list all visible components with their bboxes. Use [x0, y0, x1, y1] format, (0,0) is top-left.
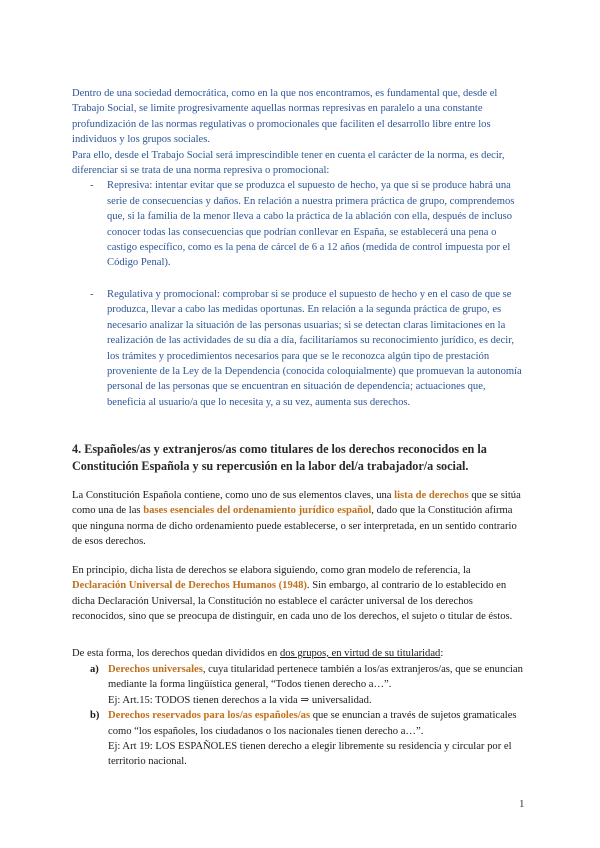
list-item-text: Regulativa y promocional: comprobar si se produce el supuesto de hecho y en el caso de que se produzca, llevar a cabo las medidas oportunas. En relación a la segunda práctica de grupo, es necesario analizar la situación de las personas usuarias; si se detectan claras limitaciones en la realización de las actividades de su día a día, facilitaríamos su reconocimiento jurídico, es decir, los trámites y procedimientos necesarios para que se le reconozca algún tipo de prestación proveniente de la Ley de la Dependencia (conocida coloquialmente) que promuevan la autonomía personal de las personas que se encuentran en situación de dependencia; actuaciones que, beneficia al usuario/a que lo necesita y, a su vez, aumenta sus derechos.: [107, 288, 522, 408]
text-run: La Constitución Española contiene, como uno de sus elementos claves, una: [72, 490, 395, 501]
text-run: :: [440, 648, 444, 659]
highlight-declaracion-universal: Declaración Universal de Derechos Humanos (1948): [72, 580, 307, 592]
example-text: Ej: Art.15: TODOS tienen derechos a la vida ⇒ universalidad.: [108, 694, 372, 706]
list-letter: a): [90, 664, 99, 675]
dash-bullet: -: [90, 288, 94, 300]
highlight-lista-derechos: lista de derechos: [394, 490, 469, 501]
page-number: 1: [519, 798, 525, 810]
intro-paragraph-1: Dentro de una sociedad democrática, como en la que nos encontramos, es fundamental que, desde el Trabajo Social, se limite progresivamente aquellas normas represivas en paralelo a una constante profundización de las normas regulativas o promocionales que faciliten el desarrollo libre entre los individuos y los grupos sociales.: [72, 88, 498, 146]
text-run: De esta forma, los derechos quedan divididos en: [72, 648, 280, 659]
highlight-derechos-reservados: Derechos reservados para los/as españoles/as: [108, 710, 311, 722]
list-item: [72, 708, 527, 770]
section-heading: 4. Españoles/as y extranjeros/as como titulares de los derechos reconocidos en la Constitución Española y su repercusión en la labor del/a trabajador/a social.: [72, 442, 487, 473]
text-run: . Sin embargo, al contrario de lo establecido en dicha Declaración Universal, la Constitución no establece el carácter universal de los derechos reconocidos, sino que se preocupa de distinguir, en cada uno de los derechos, el sujeto o titular de éstos.: [72, 580, 513, 623]
intro-block: [72, 86, 524, 410]
text-run: En principio, dicha lista de derechos se elabora siguiendo, como gran modelo de referencia, la: [72, 565, 471, 576]
list-letter: b): [90, 710, 100, 722]
list-item-text: Represiva: intentar evitar que se produzca el supuesto de hecho, ya que si se produce habrá una serie de consecuencias y daños. En relación a nuestra primera práctica de grupo, comprendemos que, si la familia de la menor lleva a cabo la práctica de la ablación con ella, después de incluso conocer todas las consecuencias que podrían conllevar en España, se establecerá una pena o castigo específico, como es la pena de cárcel de 6 a 12 años (medida de control impuesta por el Código Penal).: [107, 180, 515, 269]
section-paragraph-3: [72, 646, 527, 661]
list-item-text: que se enuncian a través de sujetos gramaticales como “los españoles, los ciudadanos o los nacionales tienen derecho a…”.: [108, 710, 517, 737]
underlined-dos-grupos: dos grupos, en virtud de su titularidad: [280, 648, 441, 659]
list-item-text: , cuya titularidad pertenece también a los/as extranjeros/as, que se enuncian mediante la forma lingüística general, “Todos tienen derecho a…”.: [108, 664, 523, 691]
norm-type-list: [72, 178, 524, 410]
list-spacer: [72, 271, 524, 287]
dash-bullet: -: [90, 180, 94, 192]
section-paragraph-1: [72, 488, 527, 550]
list-item: [72, 178, 524, 270]
example-text: Ej: Art 19: LOS ESPAÑOLES tienen derecho a elegir libremente su residencia y circular por el territorio nacional.: [108, 741, 512, 768]
rights-groups-list: [72, 662, 527, 770]
text-run: que se sitúa como una de las: [72, 490, 521, 517]
text-run: , dado que la Constitución afirma que ninguna norma de dicho ordenamiento puede establecerse, o ser interpretada, en un sentido contrario de esos derechos.: [72, 505, 517, 548]
highlight-derechos-universales: Derechos universales: [108, 664, 203, 675]
section-paragraph-2: [72, 563, 527, 625]
list-item: [72, 662, 527, 708]
highlight-bases-esenciales: bases esenciales del ordenamiento jurídico español: [143, 505, 372, 517]
intro-paragraph-2: Para ello, desde el Trabajo Social será imprescindible tener en cuenta el carácter de la norma, es decir, diferenciar si se trata de una norma represiva o promocional:: [72, 149, 505, 177]
list-item: [72, 287, 524, 410]
